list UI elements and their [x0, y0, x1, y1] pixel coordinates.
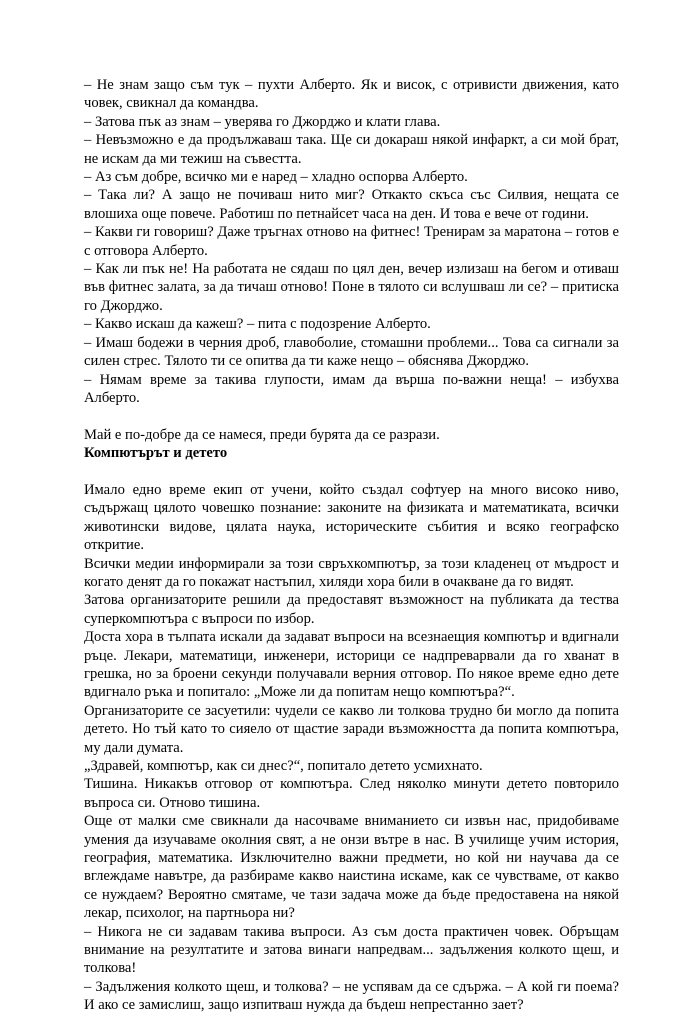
dialogue-line: – Какви ги говориш? Даже тръгнах отново на фитнес! Тренирам за маратона – готов е с отговора Алберто.	[84, 224, 619, 259]
section-heading: Компютърът и детето	[84, 445, 228, 462]
dialogue-line: – Затова пък аз знам – уверява го Джорджо и клати глава.	[84, 113, 441, 130]
section-body	[84, 481, 619, 1015]
section-paragraph: „Здравей, компютър, как си днес?“, попитало детето усмихнато.	[84, 758, 483, 774]
section-paragraph: – Никога не си задавам такива въпроси. Аз съм доста практичен човек. Обръщам внимание на резултатите и затова винаги напредвам... задължения колкото щеш, и толкова!	[84, 923, 619, 977]
dialogue-line: – Аз съм добре, всичко ми е наред – хладно оспорва Алберто.	[84, 169, 468, 186]
section-paragraph: Затова организаторите решили да предоставят възможност на публиката да тества суперкомпютъра с въпроси по избор.	[84, 592, 619, 627]
section-paragraph: Доста хора в тълпата искали да задават въпроси на всезнаещия компютър и вдигнали ръце. Лекари, математици, инженери, историци се надпреварвали да го хванат в грешка, но за броени секунди получавали верния отговор. По някое време едно дете вдигнало ръка и попитало: „Може ли да попитам нещо компютъра?“.	[84, 629, 619, 701]
section-paragraph: Всички медии информирали за този свръхкомпютър, за този кладенец от мъдрост и когато денят да го покажат настъпил, хиляди хора били в очакване да го видят.	[84, 555, 619, 590]
closing-line: Май е по-добре да се намеся, преди бурята да се разрази.	[84, 426, 440, 443]
dialogue-line: – Не знам защо съм тук – пухти Алберто. Як и висок, с отривисти движения, като човек, свикнал да командва.	[84, 77, 619, 112]
dialogue-line: – Имаш бодежи в черния дроб, главоболие, стомашни проблеми... Това са сигнали за силен стрес. Тялото ти се опитва да ти каже нещо – обяснява Джорджо.	[84, 334, 619, 370]
section-paragraph: Още от малки сме свикнали да насочваме вниманието си извън нас, придобиваме умения да изучаваме околния свят, а не онзи вътре в нас. В училище учим история, география, математика. Изключително важни предмети, но кой ни научава да се вглеждаме навътре, да разбираме какво наистина искаме, как се чувстваме, от какво се нуждаем? Вероятно смятаме, че тази задача може да бъде предоставена на някой лекар, психолог, на партньора ни?	[84, 813, 619, 922]
section-paragraph: Имало едно време екип от учени, който създал софтуер на много високо ниво, съдържащ цялото човешко познание: законите на физиката и математиката, всички животински видове, цялата наука, историческите събития и всяко географско откритие.	[84, 481, 619, 554]
dialogue-line: – Невъзможно е да продължаваш така. Ще си докараш някой инфаркт, а си мой брат, не искам да ми тежиш на съвестта.	[84, 132, 619, 167]
dialogue-line: – Нямам време за такива глупости, имам да върша по-важни неща! – избухва Алберто.	[84, 371, 619, 406]
dialogue-block	[84, 76, 619, 407]
section-paragraph: Тишина. Никакъв отговор от компютъра. След няколко минути детето повторило въпроса си. Отново тишина.	[84, 776, 619, 811]
dialogue-line: – Така ли? А защо не почиваш нито миг? Откакто скъса със Силвия, нещата се влошиха още повече. Работиш по петнайсет часа на ден. И това е вече от години.	[84, 187, 619, 222]
dialogue-line: – Как ли пък не! На работата не сядаш по цял ден, вечер излизаш на бегом и отиваш във фитнес залата, за да тичаш отново! Поне в тялото си вслушваш ли се? – притиска го Джорджо.	[84, 261, 619, 314]
document-page	[84, 76, 619, 1015]
section-paragraph: Организаторите се засуетили: чудели се какво ли толкова трудно би могло да попита детето. Но тъй като то сияело от щастие заради възможността да попита компютъра, му дали думата.	[84, 702, 619, 756]
section-paragraph: – Задължения колкото щеш, и толкова? – не успявам да се сдържа. – А кой ги поема? И ако се замислиш, защо изпитваш нужда да бъдеш непрестанно зает?	[84, 978, 619, 1014]
dialogue-line: – Какво искаш да кажеш? – пита с подозрение Алберто.	[84, 316, 431, 333]
